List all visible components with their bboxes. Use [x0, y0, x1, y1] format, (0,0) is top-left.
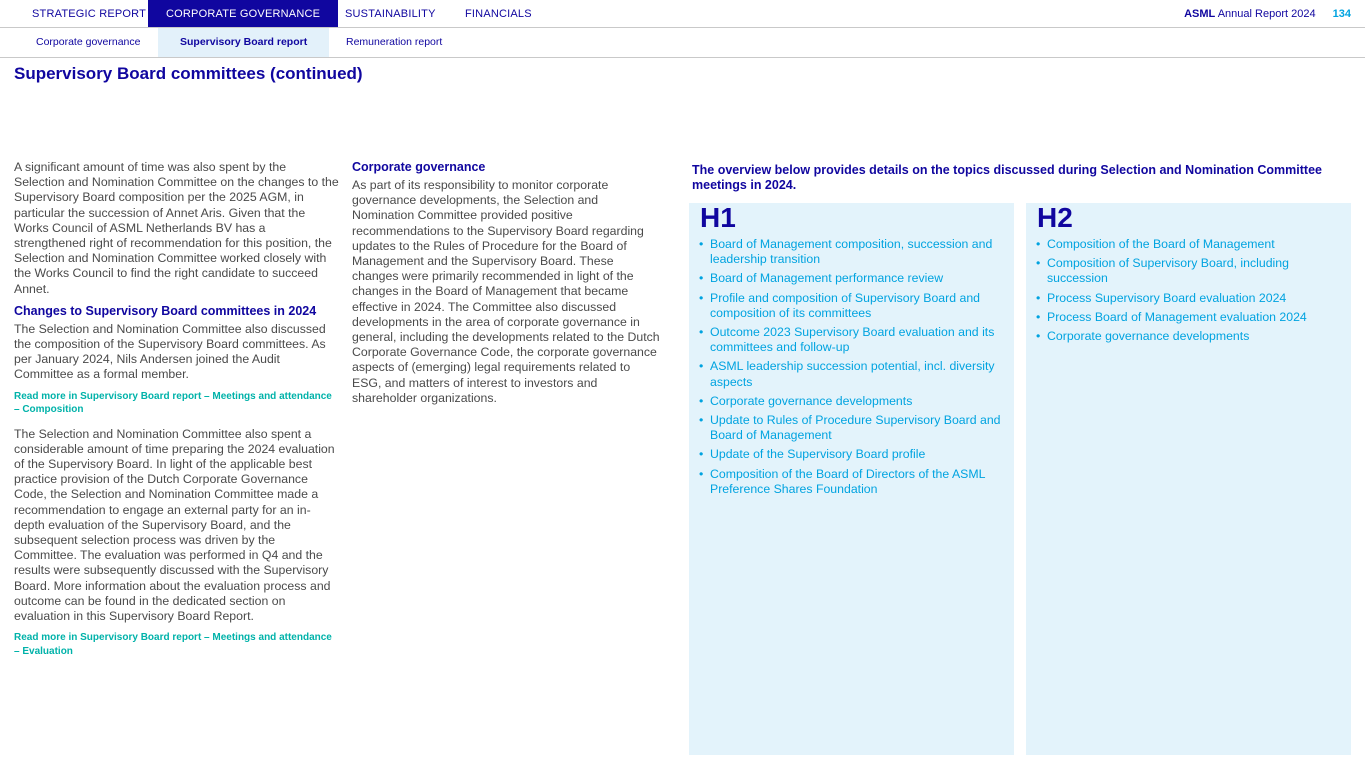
list-item: • Process Supervisory Board evaluation 2024 [1036, 291, 1341, 306]
top-navigation [0, 0, 1365, 28]
report-meta [1184, 0, 1351, 28]
list-item: • Composition of the Board of Directors of the ASML Preference Shares Foundation [699, 467, 1004, 497]
panel-heading-h1: H1 [700, 202, 736, 233]
paragraph: The Selection and Nomination Committee also spent a considerable amount of time preparing the 2024 evaluation of the Supervisory Board. In light of the applicable best practice provision of the Dutch Corporate Governance Code, the Selection and Nomination Committee made a recommendation to engage an external party for an in-depth evaluation of the Supervisory Board, and the subsequent selection process was driven by the Committee. The evaluation was performed in Q4 and the results were subsequently discussed with the Supervisory Board. More information about the evaluation process and outcome can be found in the dedicated section on evaluation in this Supervisory Board Report. [14, 426, 335, 624]
list-item: • Composition of Supervisory Board, including succession [1036, 256, 1341, 286]
tab-sustainability[interactable]: SUSTAINABILITY [345, 8, 436, 20]
list-item: • Corporate governance developments [699, 394, 1004, 409]
subnav-corporate-governance[interactable]: Corporate governance [36, 36, 141, 48]
panel-h2 [1026, 203, 1351, 755]
page-number: 134 [1332, 8, 1351, 20]
topic-list-h1 [699, 237, 1004, 501]
list-item: • Update of the Supervisory Board profile [699, 447, 1004, 462]
column-left [14, 160, 340, 668]
report-brand: ASML [1184, 8, 1216, 20]
section-heading: Corporate governance [352, 160, 486, 174]
subnav-supervisory-board-report[interactable]: Supervisory Board report [158, 28, 329, 57]
section-heading: Changes to Supervisory Board committees in 2024 [14, 303, 317, 318]
list-item: • Composition of the Board of Management [1036, 237, 1341, 252]
paragraph: A significant amount of time was also spent by the Selection and Nomination Committee on the changes to the Supervisory Board composition per the 2025 AGM, in particular the succession of Annet Aris. Given that the Works Council of ASML Netherlands BV has a strengthened right of recommendation for this position, the Selection and Nomination Committee worked closely with the Works Council to find the right candidate to succeed Annet. [14, 160, 339, 296]
panel-heading-h2: H2 [1037, 202, 1073, 233]
overview-intro: The overview below provides details on the topics discussed during Selection and Nomination Committee meetings in 2024. [692, 163, 1322, 192]
topic-list-h2 [1036, 237, 1341, 348]
list-item: • Update to Rules of Procedure Supervisory Board and Board of Management [699, 413, 1004, 443]
read-more-link-evaluation[interactable]: Read more in Supervisory Board report – Meetings and attendance – Evaluation [14, 632, 332, 657]
column-middle [352, 160, 662, 413]
report-title: Annual Report 2024 [1217, 8, 1316, 20]
subnav-remuneration-report[interactable]: Remuneration report [346, 36, 443, 48]
list-item: • Board of Management composition, succession and leadership transition [699, 237, 1004, 267]
tab-financials[interactable]: FINANCIALS [465, 8, 532, 20]
paragraph: As part of its responsibility to monitor corporate governance developments, the Selection and Nomination Committee provided positive recommendations to the Supervisory Board regarding updates to the Rules of Procedure for the Board of Management and the Supervisory Board. These changes were primarily recommended in light of the changes in the Board of Management that became effective in 2024. The Committee also discussed developments in the area of corporate governance in general, including the developments related to the Dutch Corporate Governance Code, the corporate governance aspects of (emerging) legal requirements related to ESG, and matters of interest to investors and shareholder organizations. [352, 178, 660, 405]
list-item: • Board of Management performance review [699, 271, 1004, 286]
list-item: • ASML leadership succession potential, incl. diversity aspects [699, 359, 1004, 389]
panel-h1 [689, 203, 1014, 755]
sub-navigation [0, 28, 1365, 58]
tab-corporate-governance[interactable]: CORPORATE GOVERNANCE [148, 0, 338, 27]
paragraph: The Selection and Nomination Committee also discussed the composition of the Supervisory Board committees. As per January 2024, Nils Andersen joined the Audit Committee as a formal member. [14, 321, 326, 382]
tab-strategic-report[interactable]: STRATEGIC REPORT [32, 8, 147, 20]
list-item: • Profile and composition of Supervisory Board and composition of its committees [699, 291, 1004, 321]
list-item: • Process Board of Management evaluation 2024 [1036, 310, 1341, 325]
list-item: • Outcome 2023 Supervisory Board evaluation and its committees and follow-up [699, 325, 1004, 355]
read-more-link-composition[interactable]: Read more in Supervisory Board report – Meetings and attendance – Composition [14, 390, 332, 416]
list-item: • Corporate governance developments [1036, 329, 1341, 344]
page-title: Supervisory Board committees (continued) [14, 64, 363, 83]
